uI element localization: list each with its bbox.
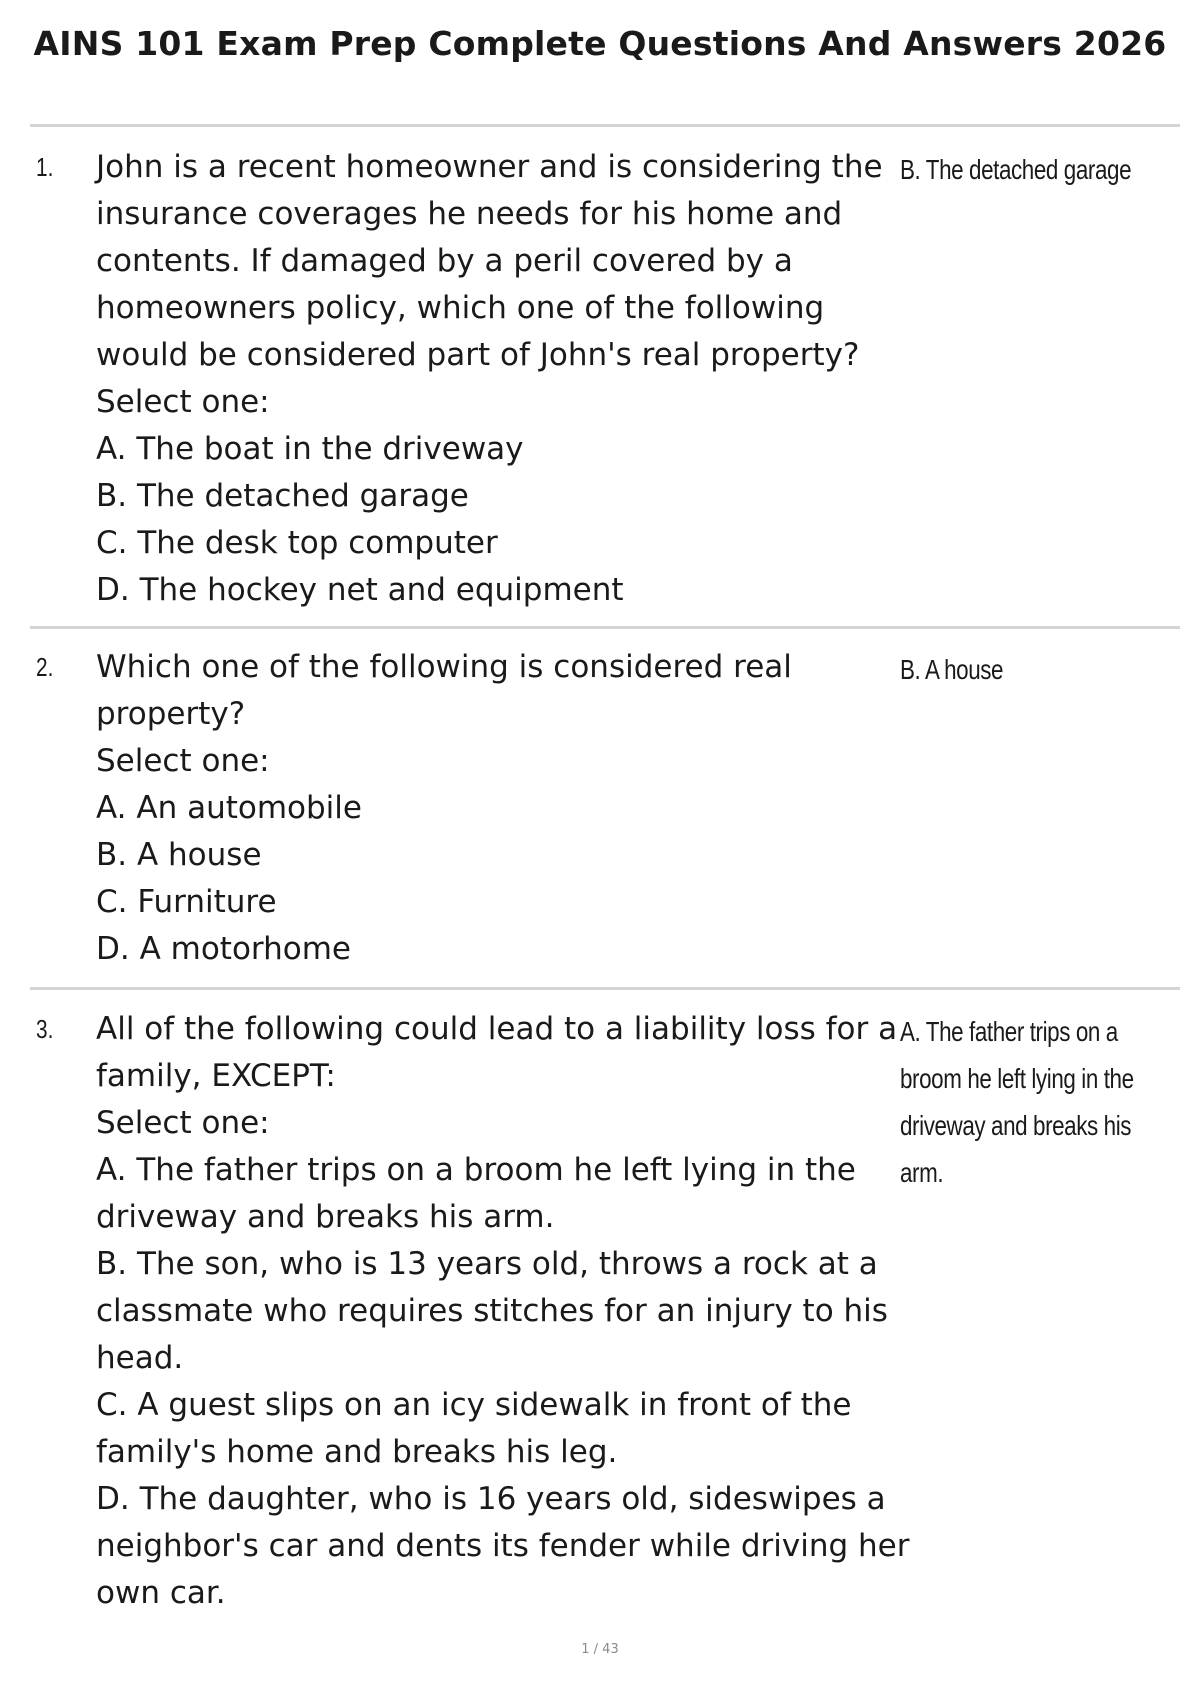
question-text: All of the following could lead to a liability loss for a family, EXCEPT: — [96, 1011, 898, 1094]
option-b: B. The son, who is 13 years old, throws a rock at a classmate who requires stitches for an injury to his head. — [96, 1246, 888, 1376]
divider — [30, 626, 1180, 629]
question-text: Which one of the following is considered real property? — [96, 649, 792, 732]
page-number: 1 / 43 — [581, 1642, 619, 1657]
question-body — [96, 644, 926, 973]
answer-text: B. A house — [900, 654, 1004, 685]
option-c: C. A guest slips on an icy sidewalk in front of the family's home and breaks his leg. — [96, 1387, 852, 1470]
divider — [30, 987, 1180, 990]
option-b: B. A house — [96, 837, 262, 873]
select-one-label: Select one: — [96, 1105, 270, 1141]
option-a: A. The boat in the driveway — [96, 431, 524, 467]
option-a: A. The father trips on a broom he left lying in the driveway and breaks his arm. — [96, 1152, 856, 1235]
divider — [30, 124, 1180, 127]
document-title: AINS 101 Exam Prep Complete Questions And Answers 2026 — [33, 24, 1167, 63]
question-number: 2. — [36, 652, 54, 682]
question-body — [96, 1006, 926, 1617]
question-text: John is a recent homeowner and is considering the insurance coverages he needs for his home and contents. If damaged by a peril covered by a homeowners policy, which one of the following would be considered part of John's real property? — [96, 149, 883, 373]
select-one-label: Select one: — [96, 384, 270, 420]
question-body — [96, 144, 926, 614]
question-number: 1. — [36, 152, 54, 182]
question-number: 3. — [36, 1014, 54, 1044]
option-d: D. The daughter, who is 16 years old, sideswipes a neighbor's car and dents its fender while driving her own car. — [96, 1481, 910, 1611]
option-c: C. Furniture — [96, 884, 277, 920]
option-d: D. A motorhome — [96, 931, 352, 967]
answer-text: B. The detached garage — [900, 154, 1132, 185]
option-b: B. The detached garage — [96, 478, 469, 514]
option-c: C. The desk top computer — [96, 525, 498, 561]
select-one-label: Select one: — [96, 743, 270, 779]
answer-text: A. The father trips on a broom he left lying in the driveway and breaks his arm. — [900, 1016, 1134, 1188]
option-a: A. An automobile — [96, 790, 362, 826]
option-d: D. The hockey net and equipment — [96, 572, 624, 608]
